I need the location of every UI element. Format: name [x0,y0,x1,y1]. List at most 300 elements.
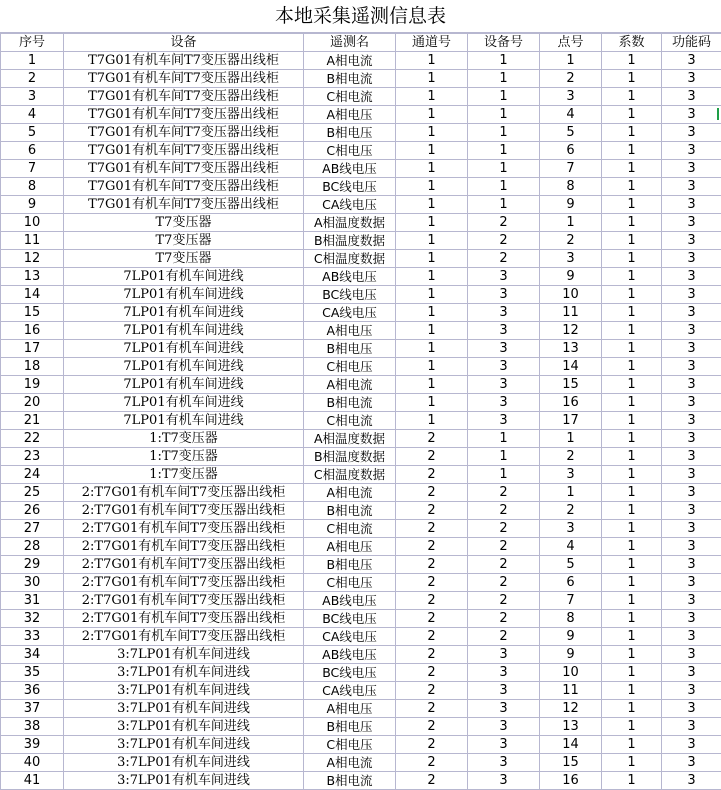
cell-coefficient[interactable]: 1 [602,556,662,574]
cell-index[interactable]: 12 [1,250,64,268]
cell-coefficient[interactable]: 1 [602,178,662,196]
cell-device[interactable]: 7LP01有机车间进线 [64,322,304,340]
cell-device-no[interactable]: 3 [468,664,540,682]
cell-device[interactable]: 2:T7G01有机车间T7变压器出线柜 [64,610,304,628]
cell-channel[interactable]: 2 [396,682,468,700]
cell-coefficient[interactable]: 1 [602,196,662,214]
cell-index[interactable]: 11 [1,232,64,250]
cell-device-no[interactable]: 1 [468,178,540,196]
cell-coefficient[interactable]: 1 [602,628,662,646]
cell-coefficient[interactable]: 1 [602,322,662,340]
cell-coefficient[interactable]: 1 [602,232,662,250]
cell-coefficient[interactable]: 1 [602,394,662,412]
cell-device-no[interactable]: 1 [468,466,540,484]
cell-index[interactable]: 38 [1,718,64,736]
cell-channel[interactable]: 1 [396,250,468,268]
cell-point-no[interactable]: 16 [540,394,602,412]
cell-function-code[interactable]: 3 [662,394,721,412]
cell-function-code[interactable]: 3 [662,70,721,88]
cell-point-no[interactable]: 5 [540,556,602,574]
cell-coefficient[interactable]: 1 [602,340,662,358]
cell-device[interactable]: T7G01有机车间T7变压器出线柜 [64,52,304,70]
cell-function-code[interactable]: 3 [662,754,721,772]
fill-handle-marker[interactable] [717,108,719,120]
cell-channel[interactable]: 2 [396,430,468,448]
cell-point-no[interactable]: 1 [540,430,602,448]
cell-telemetry-name[interactable]: A相电压 [304,700,396,718]
cell-device[interactable]: 2:T7G01有机车间T7变压器出线柜 [64,520,304,538]
cell-index[interactable]: 34 [1,646,64,664]
cell-device[interactable]: 1:T7变压器 [64,448,304,466]
cell-telemetry-name[interactable]: C相电压 [304,358,396,376]
cell-device-no[interactable]: 3 [468,646,540,664]
cell-device[interactable]: T7G01有机车间T7变压器出线柜 [64,106,304,124]
cell-channel[interactable]: 2 [396,646,468,664]
cell-index[interactable]: 6 [1,142,64,160]
cell-index[interactable]: 24 [1,466,64,484]
cell-function-code[interactable]: 3 [662,628,721,646]
cell-point-no[interactable]: 12 [540,700,602,718]
cell-index[interactable]: 1 [1,52,64,70]
cell-device[interactable]: 2:T7G01有机车间T7变压器出线柜 [64,538,304,556]
cell-function-code[interactable]: 3 [662,484,721,502]
cell-index[interactable]: 37 [1,700,64,718]
cell-channel[interactable]: 2 [396,574,468,592]
cell-channel[interactable]: 2 [396,484,468,502]
cell-index[interactable]: 31 [1,592,64,610]
cell-device-no[interactable]: 2 [468,232,540,250]
cell-device-no[interactable]: 1 [468,88,540,106]
cell-device-no[interactable]: 2 [468,484,540,502]
cell-point-no[interactable]: 14 [540,736,602,754]
cell-index[interactable]: 26 [1,502,64,520]
cell-coefficient[interactable]: 1 [602,358,662,376]
cell-function-code[interactable]: 3 [662,538,721,556]
cell-telemetry-name[interactable]: B相温度数据 [304,448,396,466]
cell-index[interactable]: 15 [1,304,64,322]
cell-telemetry-name[interactable]: A相电压 [304,106,396,124]
cell-device-no[interactable]: 2 [468,520,540,538]
cell-coefficient[interactable]: 1 [602,286,662,304]
cell-point-no[interactable]: 1 [540,52,602,70]
cell-function-code[interactable]: 3 [662,682,721,700]
cell-point-no[interactable]: 11 [540,682,602,700]
cell-channel[interactable]: 1 [396,376,468,394]
cell-device[interactable]: 7LP01有机车间进线 [64,286,304,304]
cell-channel[interactable]: 1 [396,340,468,358]
header-cell-index[interactable]: 序号 [1,34,64,52]
cell-device-no[interactable]: 2 [468,628,540,646]
cell-point-no[interactable]: 8 [540,178,602,196]
cell-function-code[interactable]: 3 [662,412,721,430]
cell-index[interactable]: 28 [1,538,64,556]
cell-index[interactable]: 25 [1,484,64,502]
cell-device[interactable]: T7G01有机车间T7变压器出线柜 [64,88,304,106]
cell-telemetry-name[interactable]: BC线电压 [304,664,396,682]
cell-telemetry-name[interactable]: B相电流 [304,772,396,790]
cell-coefficient[interactable]: 1 [602,574,662,592]
cell-function-code[interactable]: 3 [662,232,721,250]
cell-index[interactable]: 5 [1,124,64,142]
cell-index[interactable]: 7 [1,160,64,178]
cell-coefficient[interactable]: 1 [602,718,662,736]
cell-device-no[interactable]: 2 [468,214,540,232]
cell-coefficient[interactable]: 1 [602,754,662,772]
cell-telemetry-name[interactable]: CA线电压 [304,304,396,322]
cell-telemetry-name[interactable]: CA线电压 [304,628,396,646]
cell-channel[interactable]: 2 [396,502,468,520]
cell-point-no[interactable]: 13 [540,718,602,736]
cell-function-code[interactable]: 3 [662,358,721,376]
cell-index[interactable]: 21 [1,412,64,430]
cell-function-code[interactable]: 3 [662,718,721,736]
cell-index[interactable]: 18 [1,358,64,376]
cell-device-no[interactable]: 1 [468,430,540,448]
cell-index[interactable]: 17 [1,340,64,358]
cell-index[interactable]: 23 [1,448,64,466]
cell-device[interactable]: 2:T7G01有机车间T7变压器出线柜 [64,484,304,502]
cell-point-no[interactable]: 11 [540,304,602,322]
cell-channel[interactable]: 1 [396,412,468,430]
cell-channel[interactable]: 1 [396,88,468,106]
cell-device-no[interactable]: 3 [468,412,540,430]
cell-device-no[interactable]: 3 [468,376,540,394]
cell-device-no[interactable]: 1 [468,70,540,88]
cell-channel[interactable]: 1 [396,160,468,178]
cell-telemetry-name[interactable]: A相电流 [304,376,396,394]
cell-channel[interactable]: 2 [396,520,468,538]
cell-telemetry-name[interactable]: BC线电压 [304,610,396,628]
cell-device-no[interactable]: 1 [468,142,540,160]
cell-device-no[interactable]: 2 [468,610,540,628]
cell-point-no[interactable]: 12 [540,322,602,340]
cell-index[interactable]: 14 [1,286,64,304]
cell-coefficient[interactable]: 1 [602,700,662,718]
cell-point-no[interactable]: 14 [540,358,602,376]
cell-channel[interactable]: 1 [396,124,468,142]
cell-coefficient[interactable]: 1 [602,502,662,520]
cell-coefficient[interactable]: 1 [602,664,662,682]
cell-function-code[interactable]: 3 [662,556,721,574]
cell-coefficient[interactable]: 1 [602,412,662,430]
cell-point-no[interactable]: 2 [540,502,602,520]
cell-device[interactable]: 7LP01有机车间进线 [64,412,304,430]
cell-index[interactable]: 22 [1,430,64,448]
cell-coefficient[interactable]: 1 [602,52,662,70]
cell-index[interactable]: 8 [1,178,64,196]
cell-coefficient[interactable]: 1 [602,466,662,484]
cell-channel[interactable]: 1 [396,304,468,322]
cell-device[interactable]: T7G01有机车间T7变压器出线柜 [64,160,304,178]
cell-device-no[interactable]: 1 [468,124,540,142]
cell-point-no[interactable]: 8 [540,610,602,628]
cell-channel[interactable]: 1 [396,52,468,70]
cell-index[interactable]: 13 [1,268,64,286]
cell-device[interactable]: 2:T7G01有机车间T7变压器出线柜 [64,502,304,520]
cell-index[interactable]: 35 [1,664,64,682]
cell-coefficient[interactable]: 1 [602,106,662,124]
cell-device-no[interactable]: 3 [468,286,540,304]
cell-device-no[interactable]: 3 [468,268,540,286]
cell-index[interactable]: 33 [1,628,64,646]
cell-telemetry-name[interactable]: AB线电压 [304,268,396,286]
cell-index[interactable]: 2 [1,70,64,88]
cell-channel[interactable]: 2 [396,736,468,754]
cell-channel[interactable]: 1 [396,286,468,304]
cell-device[interactable]: 2:T7G01有机车间T7变压器出线柜 [64,556,304,574]
cell-device[interactable]: 7LP01有机车间进线 [64,394,304,412]
cell-device-no[interactable]: 3 [468,304,540,322]
cell-channel[interactable]: 1 [396,70,468,88]
cell-coefficient[interactable]: 1 [602,448,662,466]
cell-telemetry-name[interactable]: AB线电压 [304,592,396,610]
cell-index[interactable]: 3 [1,88,64,106]
cell-device[interactable]: 1:T7变压器 [64,466,304,484]
cell-telemetry-name[interactable]: B相电流 [304,502,396,520]
cell-channel[interactable]: 1 [396,196,468,214]
cell-point-no[interactable]: 3 [540,88,602,106]
cell-point-no[interactable]: 1 [540,484,602,502]
cell-point-no[interactable]: 4 [540,106,602,124]
cell-function-code[interactable]: 3 [662,52,721,70]
cell-channel[interactable]: 2 [396,664,468,682]
cell-device-no[interactable]: 3 [468,340,540,358]
cell-index[interactable]: 10 [1,214,64,232]
cell-telemetry-name[interactable]: A相电流 [304,484,396,502]
cell-channel[interactable]: 1 [396,142,468,160]
cell-telemetry-name[interactable]: BC线电压 [304,178,396,196]
cell-coefficient[interactable]: 1 [602,682,662,700]
cell-channel[interactable]: 2 [396,592,468,610]
cell-device[interactable]: 7LP01有机车间进线 [64,358,304,376]
cell-function-code[interactable]: 3 [662,592,721,610]
cell-point-no[interactable]: 9 [540,646,602,664]
cell-device[interactable]: T7G01有机车间T7变压器出线柜 [64,124,304,142]
cell-device[interactable]: T7G01有机车间T7变压器出线柜 [64,142,304,160]
cell-device-no[interactable]: 3 [468,754,540,772]
cell-channel[interactable]: 1 [396,232,468,250]
cell-function-code[interactable]: 3 [662,376,721,394]
cell-device[interactable]: 3:7LP01有机车间进线 [64,754,304,772]
cell-device-no[interactable]: 3 [468,736,540,754]
cell-channel[interactable]: 2 [396,718,468,736]
cell-point-no[interactable]: 1 [540,214,602,232]
cell-telemetry-name[interactable]: CA线电压 [304,196,396,214]
cell-telemetry-name[interactable]: A相电压 [304,322,396,340]
cell-channel[interactable]: 1 [396,358,468,376]
cell-coefficient[interactable]: 1 [602,304,662,322]
cell-channel[interactable]: 1 [396,214,468,232]
cell-channel[interactable]: 2 [396,610,468,628]
cell-coefficient[interactable]: 1 [602,430,662,448]
cell-device[interactable]: T7G01有机车间T7变压器出线柜 [64,70,304,88]
cell-function-code[interactable]: 3 [662,736,721,754]
cell-device-no[interactable]: 2 [468,538,540,556]
cell-point-no[interactable]: 7 [540,592,602,610]
cell-coefficient[interactable]: 1 [602,160,662,178]
header-cell-function-code[interactable]: 功能码 [662,34,721,52]
cell-function-code[interactable]: 3 [662,448,721,466]
cell-function-code[interactable]: 3 [662,196,721,214]
cell-point-no[interactable]: 2 [540,70,602,88]
cell-device-no[interactable]: 3 [468,682,540,700]
cell-function-code[interactable]: 3 [662,646,721,664]
cell-function-code[interactable]: 3 [662,160,721,178]
cell-channel[interactable]: 2 [396,448,468,466]
cell-index[interactable]: 32 [1,610,64,628]
cell-function-code[interactable]: 3 [662,322,721,340]
cell-index[interactable]: 20 [1,394,64,412]
cell-device-no[interactable]: 3 [468,772,540,790]
cell-device[interactable]: T7G01有机车间T7变压器出线柜 [64,178,304,196]
cell-device[interactable]: 7LP01有机车间进线 [64,340,304,358]
cell-telemetry-name[interactable]: CA线电压 [304,682,396,700]
cell-channel[interactable]: 1 [396,268,468,286]
cell-function-code[interactable]: 3 [662,574,721,592]
cell-channel[interactable]: 1 [396,178,468,196]
cell-index[interactable]: 40 [1,754,64,772]
cell-device-no[interactable]: 1 [468,106,540,124]
cell-telemetry-name[interactable]: AB线电压 [304,646,396,664]
header-cell-telemetry-name[interactable]: 遥测名 [304,34,396,52]
cell-index[interactable]: 4 [1,106,64,124]
cell-function-code[interactable]: 3 [662,142,721,160]
cell-telemetry-name[interactable]: A相温度数据 [304,214,396,232]
cell-device[interactable]: 7LP01有机车间进线 [64,304,304,322]
cell-channel[interactable]: 1 [396,106,468,124]
cell-device[interactable]: T7G01有机车间T7变压器出线柜 [64,196,304,214]
cell-device-no[interactable]: 3 [468,700,540,718]
cell-device[interactable]: 3:7LP01有机车间进线 [64,664,304,682]
cell-index[interactable]: 16 [1,322,64,340]
cell-telemetry-name[interactable]: B相电流 [304,70,396,88]
header-cell-device-no[interactable]: 设备号 [468,34,540,52]
cell-coefficient[interactable]: 1 [602,736,662,754]
cell-function-code[interactable]: 3 [662,286,721,304]
cell-coefficient[interactable]: 1 [602,124,662,142]
cell-function-code[interactable]: 3 [662,250,721,268]
cell-device[interactable]: T7变压器 [64,232,304,250]
cell-telemetry-name[interactable]: B相电压 [304,340,396,358]
cell-device[interactable]: 1:T7变压器 [64,430,304,448]
cell-point-no[interactable]: 9 [540,628,602,646]
cell-device[interactable]: 3:7LP01有机车间进线 [64,736,304,754]
cell-function-code[interactable]: 3 [662,772,721,790]
cell-telemetry-name[interactable]: B相电压 [304,556,396,574]
header-cell-channel[interactable]: 通道号 [396,34,468,52]
cell-device[interactable]: 2:T7G01有机车间T7变压器出线柜 [64,592,304,610]
cell-index[interactable]: 39 [1,736,64,754]
cell-telemetry-name[interactable]: BC线电压 [304,286,396,304]
cell-coefficient[interactable]: 1 [602,538,662,556]
cell-device[interactable]: T7变压器 [64,214,304,232]
header-cell-point-no[interactable]: 点号 [540,34,602,52]
cell-point-no[interactable]: 6 [540,574,602,592]
cell-telemetry-name[interactable]: A相电流 [304,754,396,772]
cell-point-no[interactable]: 16 [540,772,602,790]
cell-function-code[interactable]: 3 [662,268,721,286]
cell-coefficient[interactable]: 1 [602,142,662,160]
cell-function-code[interactable]: 3 [662,214,721,232]
cell-device[interactable]: 3:7LP01有机车间进线 [64,772,304,790]
cell-point-no[interactable]: 3 [540,520,602,538]
cell-device-no[interactable]: 2 [468,502,540,520]
cell-device[interactable]: 3:7LP01有机车间进线 [64,646,304,664]
cell-function-code[interactable]: 3 [662,340,721,358]
cell-point-no[interactable]: 3 [540,250,602,268]
cell-channel[interactable]: 1 [396,394,468,412]
cell-coefficient[interactable]: 1 [602,592,662,610]
cell-channel[interactable]: 2 [396,556,468,574]
cell-device-no[interactable]: 3 [468,358,540,376]
cell-point-no[interactable]: 9 [540,196,602,214]
cell-function-code[interactable]: 3 [662,502,721,520]
cell-function-code[interactable]: 3 [662,610,721,628]
cell-device[interactable]: 7LP01有机车间进线 [64,268,304,286]
cell-coefficient[interactable]: 1 [602,484,662,502]
cell-coefficient[interactable]: 1 [602,268,662,286]
cell-index[interactable]: 9 [1,196,64,214]
header-cell-device[interactable]: 设备 [64,34,304,52]
cell-telemetry-name[interactable]: C相电流 [304,88,396,106]
cell-channel[interactable]: 2 [396,700,468,718]
cell-index[interactable]: 19 [1,376,64,394]
cell-point-no[interactable]: 15 [540,754,602,772]
cell-device[interactable]: 3:7LP01有机车间进线 [64,700,304,718]
cell-function-code[interactable]: 3 [662,466,721,484]
cell-device-no[interactable]: 2 [468,592,540,610]
cell-telemetry-name[interactable]: AB线电压 [304,160,396,178]
cell-index[interactable]: 36 [1,682,64,700]
cell-telemetry-name[interactable]: C相电压 [304,142,396,160]
cell-point-no[interactable]: 15 [540,376,602,394]
cell-function-code[interactable]: 3 [662,304,721,322]
cell-telemetry-name[interactable]: C相温度数据 [304,250,396,268]
cell-device[interactable]: 3:7LP01有机车间进线 [64,682,304,700]
cell-function-code[interactable]: 3 [662,124,721,142]
cell-device-no[interactable]: 3 [468,394,540,412]
cell-point-no[interactable]: 6 [540,142,602,160]
cell-device[interactable]: 3:7LP01有机车间进线 [64,718,304,736]
cell-coefficient[interactable]: 1 [602,88,662,106]
cell-function-code[interactable]: 3 [662,106,721,124]
cell-point-no[interactable]: 5 [540,124,602,142]
cell-device-no[interactable]: 3 [468,718,540,736]
cell-device-no[interactable]: 2 [468,574,540,592]
cell-coefficient[interactable]: 1 [602,520,662,538]
cell-telemetry-name[interactable]: C相电压 [304,736,396,754]
header-cell-coefficient[interactable]: 系数 [602,34,662,52]
cell-coefficient[interactable]: 1 [602,70,662,88]
cell-point-no[interactable]: 9 [540,268,602,286]
cell-point-no[interactable]: 10 [540,664,602,682]
cell-index[interactable]: 27 [1,520,64,538]
cell-index[interactable]: 41 [1,772,64,790]
cell-coefficient[interactable]: 1 [602,646,662,664]
cell-coefficient[interactable]: 1 [602,214,662,232]
cell-device-no[interactable]: 2 [468,250,540,268]
cell-point-no[interactable]: 2 [540,448,602,466]
cell-index[interactable]: 29 [1,556,64,574]
cell-device[interactable]: T7变压器 [64,250,304,268]
cell-point-no[interactable]: 13 [540,340,602,358]
cell-coefficient[interactable]: 1 [602,376,662,394]
cell-coefficient[interactable]: 1 [602,610,662,628]
cell-function-code[interactable]: 3 [662,700,721,718]
cell-channel[interactable]: 1 [396,322,468,340]
cell-point-no[interactable]: 3 [540,466,602,484]
cell-channel[interactable]: 2 [396,772,468,790]
